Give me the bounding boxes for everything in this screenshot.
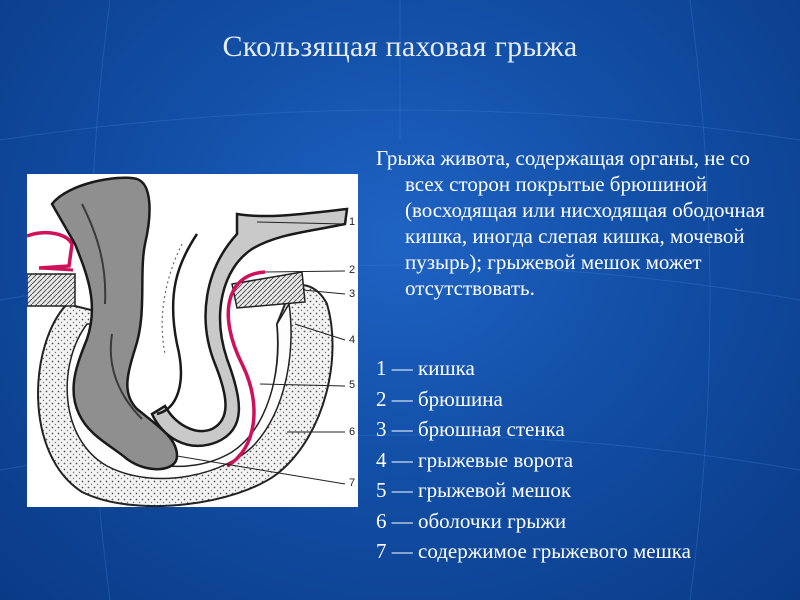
legend-item-2: 2 — брюшина [376, 386, 503, 411]
callout-4: 4 [349, 334, 356, 346]
definition-text [376, 145, 786, 301]
callout-3: 3 [349, 288, 356, 300]
callout-7: 7 [349, 477, 356, 489]
definition-paragraph: Грыжа живота, содержащая органы, не со всех сторон покрытые брюшиной (восходящая или нисходящая ободочная кишка, иногда слепая кишка, мочевой пузырь); грыжевой мешок может отсутствовать. [376, 146, 765, 300]
legend-item-4: 4 — грыжевые ворота [376, 447, 574, 472]
legend-item-1: 1 — кишка [376, 356, 475, 380]
slide-title: Скользящая паховая грыжа [222, 30, 578, 63]
callout-1: 1 [349, 216, 356, 228]
callout-5: 5 [349, 379, 356, 391]
abdominal-wall-left [27, 274, 75, 306]
legend-item-5: 5 — грыжевой мешок [376, 478, 572, 502]
callout-6: 6 [349, 426, 356, 438]
hernia-illustration [27, 174, 358, 507]
legend-item-7: 7 — содержимое грыжевого мешка [376, 539, 691, 563]
legend-list [376, 353, 796, 567]
legend-item-6: 6 — оболочки грыжи [376, 508, 567, 533]
legend-item-3: 3 — брюшная стенка [376, 417, 565, 441]
hernia-diagram [27, 174, 358, 507]
callout-2: 2 [349, 264, 356, 276]
